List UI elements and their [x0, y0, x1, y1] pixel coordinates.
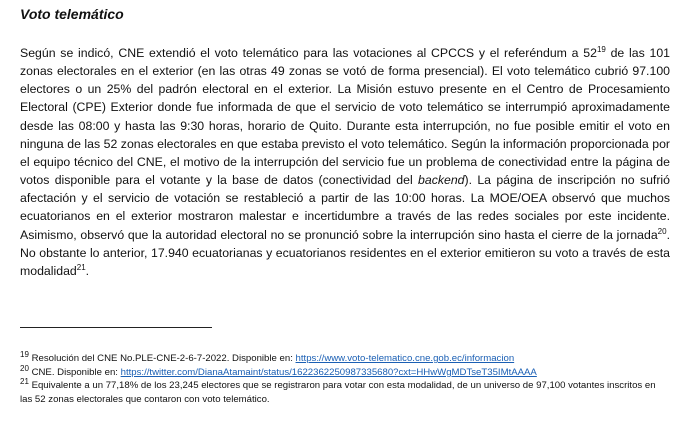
footnote-text: Resolución del CNE No.PLE-CNE-2-6-7-2022. Disponible en:	[28, 353, 296, 364]
footnote-19	[20, 349, 670, 366]
footnote-ref-21[interactable]: 21	[76, 262, 86, 272]
footnote-number: 19	[20, 349, 29, 359]
section-heading: Voto telemático	[20, 6, 124, 22]
footnote-link[interactable]: https://twitter.com/DianaAtamaint/status/1622362250987335680?cxt=HHwWgMDTseT35IMtAAAA	[120, 366, 537, 378]
footnote-text: CNE. Disponible en:	[28, 366, 121, 378]
footnote-ref-19[interactable]: 19	[596, 44, 606, 54]
body-text-part-2: de las 101 zonas electorales en el exterior (en las otras 49 zonas se votó de forma presencial). El voto telemático cubrió 97.100 electores o un 25% del padrón electoral en el exterior. La Misión estuvo presente en el Centro de Procesamiento Electoral (CPE) Exterior donde fue informada de que el servicio de voto telemático se interrumpió aproximadamente desde las 08:00 y hasta las 9:30 horas, horario de Quito. Durante esta interrupción, no fue posible emitir el voto en ninguna de las 52 zonas electorales en que estaba previsto el voto telemático. Según la información proporcionada por el equipo técnico del CNE, el motivo de la interrupción del servicio fue un problema de conectividad entre la página de votos disponible para el votante y la base de datos (conectividad del	[20, 46, 670, 188]
footnote-link[interactable]: https://www.voto-telematico.cne.gob.ec/informacion	[295, 353, 515, 364]
footnote-separator	[20, 327, 212, 328]
body-paragraph	[20, 44, 670, 280]
body-text-part-1: Según se indicó, CNE extendió el voto telemático para las votaciones al CPCCS y el referéndum a 52	[20, 46, 597, 60]
footnotes	[20, 349, 670, 406]
footnote-ref-20[interactable]: 20	[657, 226, 667, 236]
footnote-text: Equivalente a un 77,18% de los 23,245 electores que se registraron para votar con esta modalidad, de un universo de 97,100 votantes inscritos en las 52 zonas electorales que contaron con voto telemático.	[20, 380, 656, 405]
body-text-part-4: . No obstante lo anterior, 17.940 ecuatorianas y ecuatorianos residentes en el exterior emitieron su voto a través de esta modalidad	[20, 227, 670, 278]
footnote-number: 20	[20, 363, 29, 373]
backend-term: backend	[418, 173, 465, 188]
body-text-part-5: .	[85, 263, 90, 278]
footnote-21	[20, 379, 670, 406]
footnote-20	[20, 363, 670, 380]
footnote-number: 21	[20, 377, 29, 386]
body-text-part-3: ). La página de inscripción no sufrió afectación y el servicio de votación se restableció a partir de las 10:00 horas. La MOE/OEA observó que muchos ecuatorianos en el exterior mostraron malestar e incertidumbre a través de las redes sociales por este incidente. Asimismo, observó que la autoridad electoral no se pronunció sobre la interrupción sino hasta el cierre de la jornada	[20, 173, 671, 242]
